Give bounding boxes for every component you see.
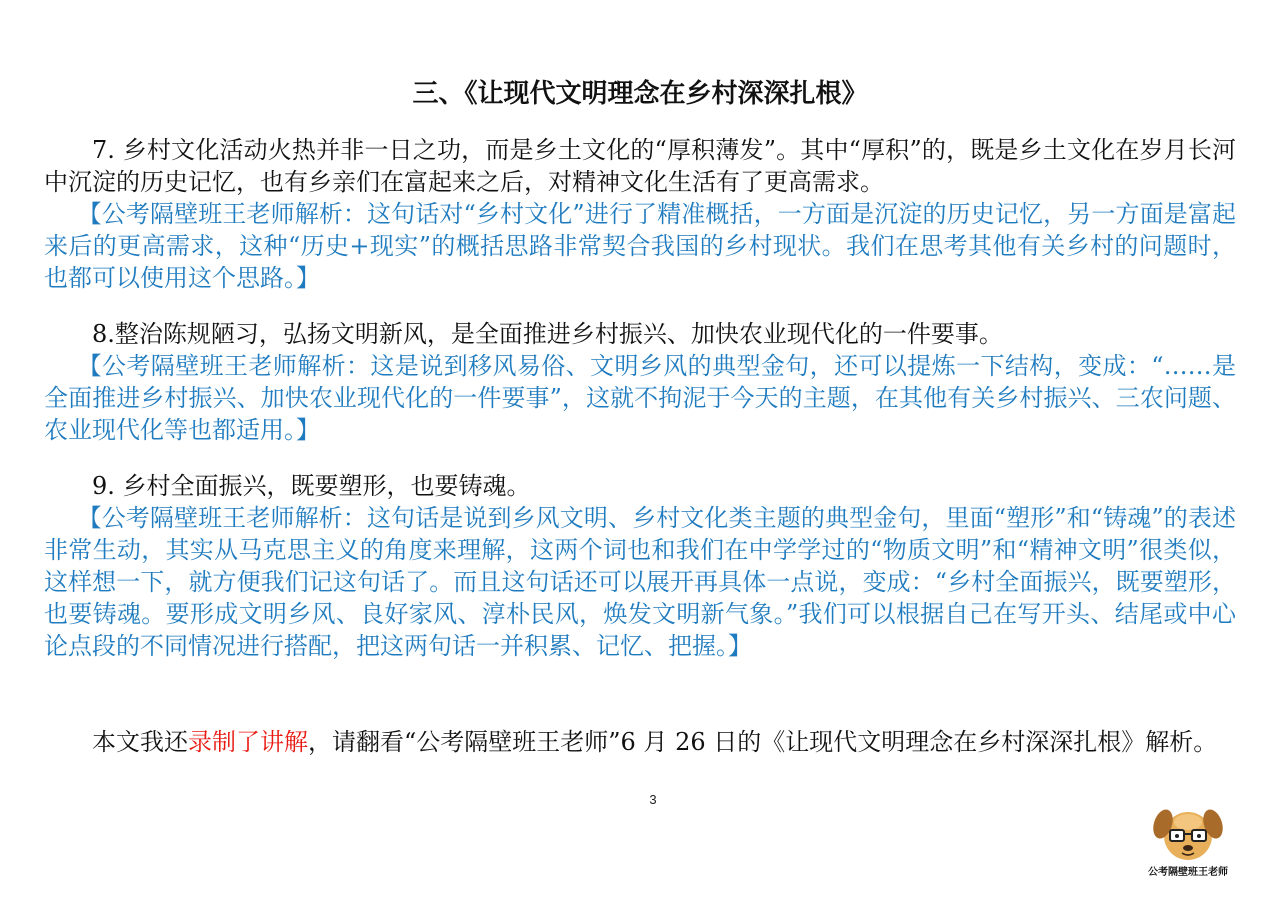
item-9-text: 9. 乡村全面振兴，既要塑形，也要铸魂。 — [92, 472, 531, 500]
page-title: 三、《让现代文明理念在乡村深深扎根》 — [412, 79, 868, 109]
logo-label: 公考隔壁班王老师 — [1148, 867, 1228, 878]
dog-mascot-icon — [1148, 800, 1228, 866]
item-9-analysis: 【公考隔壁班王老师解析：这句话是说到乡风文明、乡村文化类主题的典型金句，里面“塑形”和“铸魂”的表述非常生动，其实从马克思主义的角度来理解，这两个词也和我们在中学学过的“物质文明”和“精神文明”很类似，这样想一下，就方便我们记这句话了。而且这句话还可以展开再具体一点说，变成：“乡村全面振兴，既要塑形，也要铸魂。要形成文明乡风、良好家风、淳朴民风，焕发文明新气象。”我们可以根据自己在写开头、结尾或中心论点段的不同情况进行搭配，把这两句话一并积累、记忆、把握。】 — [44, 504, 1236, 660]
closing-highlight: 录制了讲解 — [188, 728, 308, 756]
item-7-text: 7. 乡村文化活动火热并非一日之功，而是乡土文化的“厚积薄发”。其中“厚积”的，既是乡土文化在岁月长河中沉淀的历史记忆，也有乡亲们在富起来之后，对精神文化生活有了更高需求。 — [44, 136, 1236, 196]
page-number: 3 — [649, 792, 657, 807]
closing-before: 本文我还 — [92, 728, 188, 756]
item-7-analysis: 【公考隔壁班王老师解析：这句话对“乡村文化”进行了精准概括，一方面是沉淀的历史记忆，另一方面是富起来后的更高需求，这种“历史+现实”的概括思路非常契合我国的乡村现状。我们在思考其他有关乡村的问题时，也都可以使用这个思路。】 — [44, 200, 1236, 292]
item-8-analysis: 【公考隔壁班王老师解析：这是说到移风易俗、文明乡风的典型金句，还可以提炼一下结构，变成：“……是全面推进乡村振兴、加快农业现代化的一件要事”，这就不拘泥于今天的主题，在其他有关乡村振兴、三农问题、农业现代化等也都适用。】 — [44, 352, 1236, 444]
closing-after: ，请翻看“公考隔壁班王老师”6 月 26 日的《让现代文明理念在乡村深深扎根》解析。 — [308, 728, 1218, 756]
item-8-text: 8.整治陈规陋习，弘扬文明新风，是全面推进乡村振兴、加快农业现代化的一件要事。 — [92, 320, 1003, 348]
closing-paragraph — [44, 726, 1236, 758]
